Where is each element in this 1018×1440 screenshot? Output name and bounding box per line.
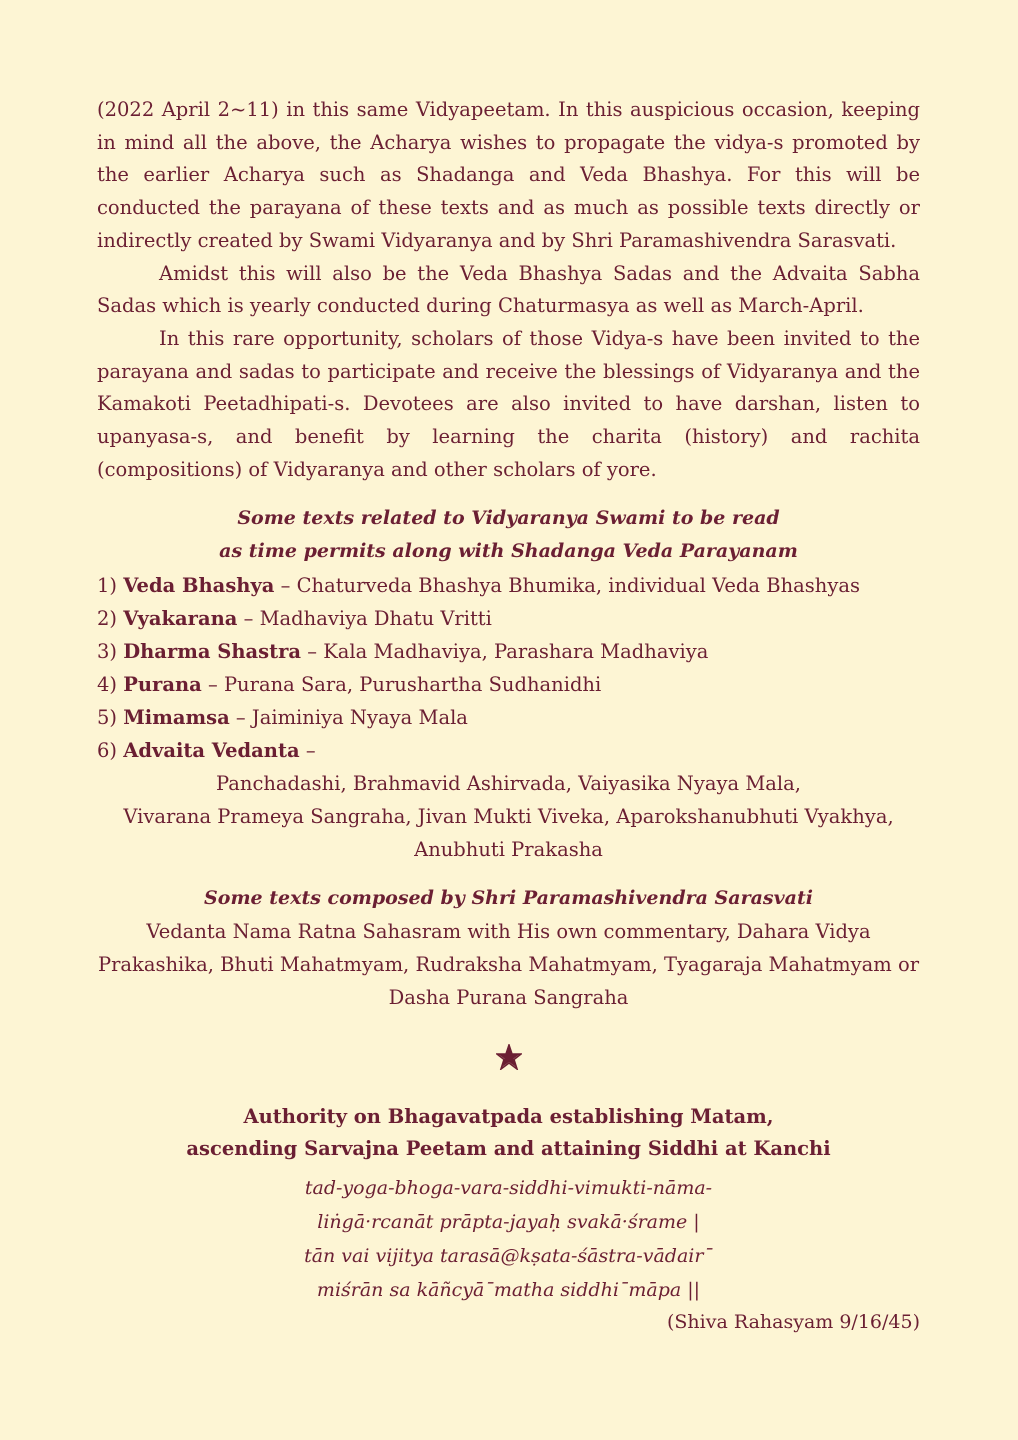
item-dash: – [229, 705, 252, 729]
item-works: Jaiminiya Nyaya Mala [251, 705, 468, 729]
heading-line: ascending Sarvajna Peetam and attaining Siddhi at Kanchi [186, 1136, 831, 1160]
works-line: Dasha Purana Sangraha [388, 985, 629, 1009]
heading-line: Some texts related to Vidyaranya Swami to be read [237, 507, 780, 530]
item-number: 1) [97, 573, 118, 597]
works-line: Prakashika, Bhuti Mahatmyam, Rudraksha Mahatmyam, Tyagaraja Mahatmyam or [97, 952, 920, 976]
verse-line: miśrān sa kāñcyā¯matha siddhi¯māpa || [316, 1278, 701, 1301]
works-line: Vivarana Prameya Sangraha, Jivan Mukti Viveka, Aparokshanubhuti Vyakhya, [123, 804, 894, 828]
item-dash: – [301, 639, 324, 663]
works-line: Vedanta Nama Ratna Sahasram with His own commentary, Dahara Vidya [146, 919, 871, 943]
works-line: Anubhuti Prakasha [414, 837, 603, 861]
item-name: Dharma Shastra [123, 639, 302, 663]
item-number: 2) [97, 606, 118, 630]
list-item [97, 701, 920, 734]
verse-line: tān vai vijitya tarasā@kṣata-śāstra-vādair¯ [304, 1244, 713, 1267]
item-works: Chaturveda Bhashya Bhumika, individual Veda Bhashyas [296, 573, 860, 597]
item-number: 6) [97, 738, 118, 762]
list-item [97, 668, 920, 701]
item-name: Advaita Vedanta [123, 738, 300, 762]
item-name: Vyakarana [123, 606, 238, 630]
star-ornament-icon [97, 1044, 920, 1077]
advaita-works [97, 767, 920, 866]
paramashivendra-texts-heading: Some texts composed by Shri Paramashivendra Sarasvati [204, 886, 813, 909]
intro-paragraph: (2022 April 2~11) in this same Vidyapeetam. In this auspicious occasion, keeping in mind all the above, the Acharya wishes to propagate the vidya-s promoted by the earlier Acharya such as Shadanga and Veda Bhashya. For this will be conducted the parayana of these texts and as much as possible texts directly or indirectly created by Swami Vidyaranya and by Shri Paramashivendra Sarasvati. [97, 98, 920, 252]
item-number: 4) [97, 672, 118, 696]
authority-heading [97, 1101, 920, 1165]
list-item [97, 602, 920, 635]
item-name: Mimamsa [123, 705, 230, 729]
heading-line: Authority on Bhagavatpada establishing Matam, [243, 1104, 774, 1128]
works-line: Panchadashi, Brahmavid Ashirvada, Vaiyasika Nyaya Mala, [216, 771, 801, 795]
item-works: Purana Sara, Purushartha Sudhanidhi [223, 672, 602, 696]
verse-line: tad-yoga-bhoga-vara-siddhi-vimukti-nāma- [304, 1176, 713, 1199]
item-dash: – [237, 606, 260, 630]
item-number: 3) [97, 639, 118, 663]
item-dash: – [274, 573, 297, 597]
item-works: Madhaviya Dhatu Vritti [259, 606, 492, 630]
item-name: Purana [123, 672, 202, 696]
star-ornament-icon-svg [496, 1044, 522, 1070]
item-dash: – [201, 672, 224, 696]
page-content [97, 94, 920, 1337]
sadas-paragraph: Amidst this will also be the Veda Bhashya Sadas and the Advaita Sabha Sadas which is yearly conducted during Chaturmasya as well as March-April. [97, 261, 920, 318]
vidyaranya-texts-heading [97, 502, 920, 567]
paramashivendra-works [97, 915, 920, 1014]
list-item [97, 569, 920, 602]
list-item [97, 734, 920, 767]
texts-list [97, 569, 920, 767]
verse-citation: (Shiva Rahasyam 9/16/45) [666, 1310, 920, 1333]
sanskrit-verse [97, 1171, 920, 1307]
item-works: Kala Madhaviya, Parashara Madhaviya [323, 639, 709, 663]
heading-line: as time permits along with Shadanga Veda Parayanam [219, 540, 798, 563]
item-name: Veda Bhashya [123, 573, 275, 597]
opportunity-paragraph: In this rare opportunity, scholars of those Vidya-s have been invited to the parayana and sadas to participate and receive the blessings of Vidyaranya and the Kamakoti Peetadhipati-s. Devotees are also invited to have darshan, listen to upanyasa-s, and benefit by learning the charita (history) and rachita (compositions) of Vidyaranya and other scholars of yore. [97, 326, 920, 481]
list-item [97, 635, 920, 668]
item-dash: – [299, 738, 316, 762]
item-number: 5) [97, 705, 118, 729]
verse-line: liṅgā·rcanāt prāpta-jayaḥ svakā·śrame | [317, 1210, 700, 1233]
